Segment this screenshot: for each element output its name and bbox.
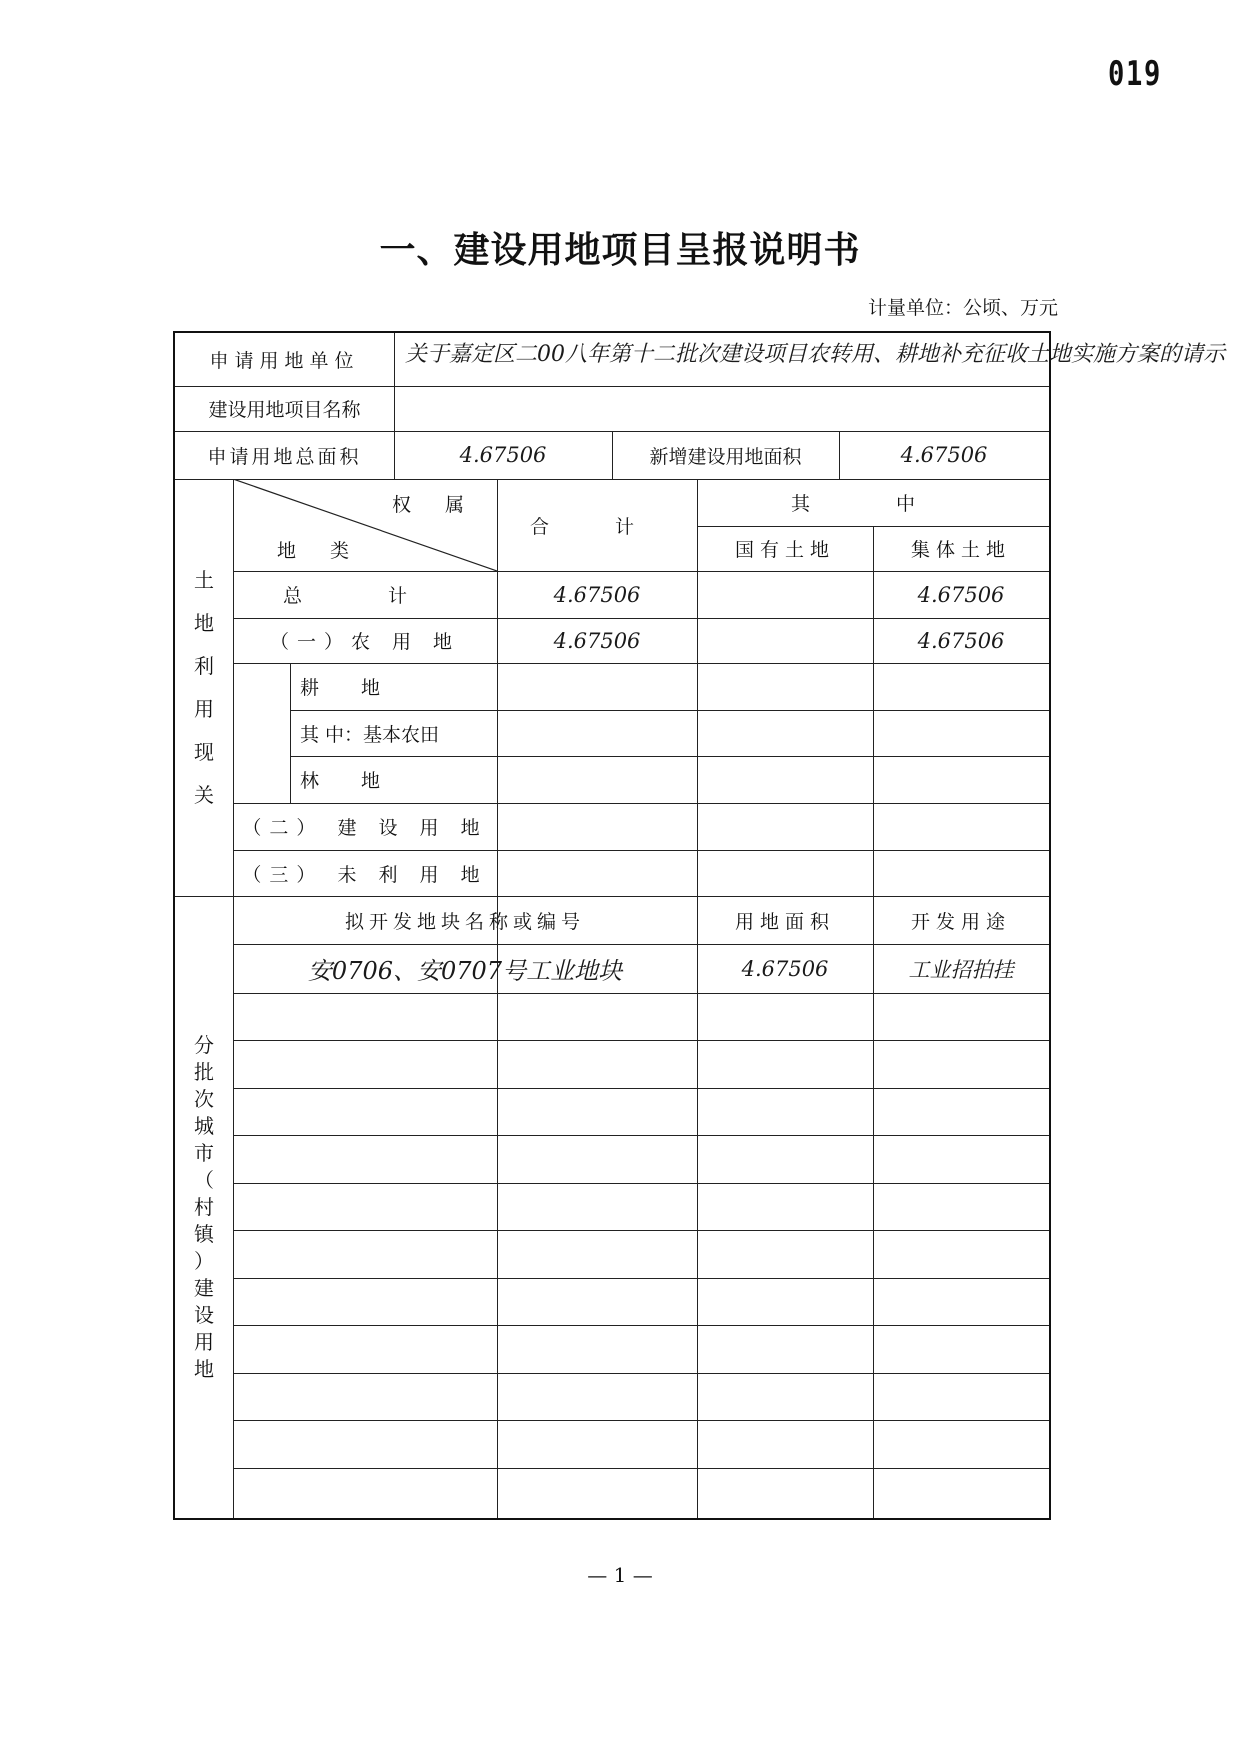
row-label-cultivated: 耕 地 bbox=[300, 677, 399, 699]
row-agri-sum: 4.67506 bbox=[553, 628, 641, 653]
header-parcel-use: 开发用途 bbox=[910, 910, 1011, 933]
project-name-label: 建设用地项目名称 bbox=[208, 399, 361, 421]
batch-section-label: 分 批 次 城 市 （ 村 镇 ） 建 设 用 地 bbox=[194, 1033, 214, 1381]
header-state-land: 国有土地 bbox=[734, 539, 835, 561]
header-ownership: 权 属 bbox=[391, 493, 479, 516]
header-collective-land: 集体土地 bbox=[910, 539, 1011, 561]
page-number: — 1 — bbox=[587, 1563, 653, 1587]
row-label-forest: 林 地 bbox=[300, 770, 399, 792]
row-label-basic-farmland: 其 中：基本农田 bbox=[300, 723, 440, 746]
header-parcel-name: 拟开发地块名称或编号 bbox=[344, 910, 585, 933]
row-agri-state bbox=[697, 618, 873, 663]
total-area-label: 申请用地总面积 bbox=[207, 445, 362, 468]
header-landtype: 地 类 bbox=[276, 539, 364, 562]
applicant-label: 申请用地单位 bbox=[209, 350, 360, 372]
row-total-sum: 4.67506 bbox=[553, 582, 641, 607]
applicant-value: 关于嘉定区二00八年第十二批次建设项目农转用、耕地补充征收土地实施方案的请示 bbox=[405, 341, 1225, 367]
report-table bbox=[173, 331, 1225, 1520]
header-total: 合 计 bbox=[529, 515, 665, 538]
header-among: 其 中 bbox=[790, 493, 956, 515]
total-area-value: 4.67506 bbox=[459, 443, 547, 467]
row-label-agri: （一）农 用 地 bbox=[269, 631, 461, 653]
row-label-unused: （三） 未 利 用 地 bbox=[242, 863, 488, 886]
new-area-label: 新增建设用地面积 bbox=[649, 445, 802, 468]
page-stamp: 019 bbox=[1108, 54, 1162, 94]
row-agri-collective: 4.67506 bbox=[917, 628, 1005, 653]
row-total-collective: 4.67506 bbox=[917, 582, 1005, 607]
header-parcel-area: 用地面积 bbox=[734, 910, 835, 933]
parcel-area-value: 4.67506 bbox=[741, 956, 829, 981]
row-label-total: 总 计 bbox=[282, 585, 448, 607]
parcel-name-value: 安0706、安0707号工业地块 bbox=[307, 957, 623, 985]
unit-note: 计量单位：公顷、万元 bbox=[867, 297, 1058, 319]
new-area-value: 4.67506 bbox=[900, 443, 988, 467]
land-use-section-label: 土 地 利 用 现 关 bbox=[194, 568, 214, 807]
page-title: 一、建设用地项目呈报说明书 bbox=[379, 230, 861, 271]
row-label-construction: （二） 建 设 用 地 bbox=[242, 817, 488, 839]
parcel-use-value: 工业招拍挂 bbox=[908, 957, 1014, 982]
row-total-state bbox=[697, 571, 873, 618]
